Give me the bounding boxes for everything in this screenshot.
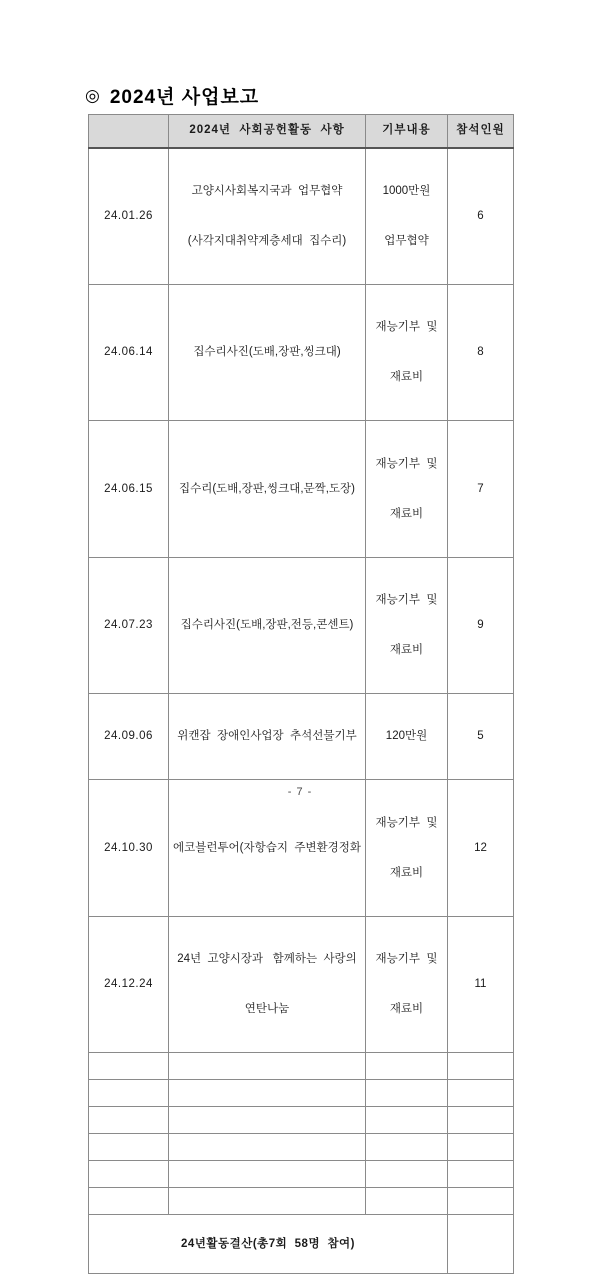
activity-line: 집수리(도배,장판,씽크대,문짝,도장): [179, 482, 355, 495]
donation-line: 1000만원: [382, 184, 431, 197]
empty-cell: [366, 1107, 448, 1134]
activity-cell: [169, 284, 366, 420]
donation-line: 재능기부 및: [375, 321, 438, 334]
date-cell: 24.06.15: [89, 421, 169, 557]
empty-cell: [89, 1107, 169, 1134]
empty-cell: [89, 1080, 169, 1107]
business-report-table: [88, 114, 514, 1274]
table-header-row: [89, 115, 514, 148]
activity-line: 집수리사진(도배,장판,전등,콘센트): [180, 618, 354, 631]
header-cell-date: [89, 115, 169, 148]
empty-cell: [169, 1107, 366, 1134]
page-title: [85, 82, 259, 109]
attendee-count-cell: 8: [448, 284, 514, 420]
donation-line: 재능기부 및: [375, 953, 438, 966]
empty-cell: [366, 1161, 448, 1188]
empty-cell: [448, 1107, 514, 1134]
empty-cell: [169, 1053, 366, 1080]
activity-cell: [169, 421, 366, 557]
table-row: [89, 148, 514, 285]
page-title-text: 2024년 사업보고: [109, 87, 260, 108]
table-row: [89, 780, 514, 916]
empty-cell: [89, 1053, 169, 1080]
date-cell: 24.06.14: [89, 284, 169, 420]
empty-cell: [366, 1053, 448, 1080]
activity-line: 연탄나눔: [244, 1003, 290, 1016]
empty-cell: [169, 1080, 366, 1107]
donation-cell: [366, 148, 448, 285]
header-cell-activity: 2024년 사회공헌활동 사항: [169, 115, 366, 148]
attendee-count-cell: 6: [448, 148, 514, 285]
table-row-empty: [89, 1080, 514, 1107]
empty-cell: [448, 1161, 514, 1188]
donation-line: 재능기부 및: [375, 816, 438, 829]
table-row: [89, 694, 514, 780]
activity-line: (사각지대취약계층세대 집수리): [187, 234, 347, 247]
donation-cell: [366, 557, 448, 693]
empty-cell: [89, 1161, 169, 1188]
empty-cell: [366, 1188, 448, 1215]
empty-rows-section: [89, 1053, 514, 1215]
attendee-count-cell: 11: [448, 916, 514, 1052]
empty-cell: [448, 1053, 514, 1080]
donation-line: 업무협약: [384, 234, 429, 247]
donation-line: 120만원: [385, 730, 428, 743]
empty-cell: [448, 1188, 514, 1215]
attendee-count-cell: 5: [448, 694, 514, 780]
donation-line: 재료비: [389, 643, 424, 656]
donation-line: 재료비: [389, 1003, 424, 1016]
donation-cell: [366, 421, 448, 557]
activity-line: 고양시사회복지국과 업무협약: [191, 184, 343, 197]
summary-count-cell: [448, 1215, 514, 1274]
empty-cell: [89, 1188, 169, 1215]
attendee-count-cell: 9: [448, 557, 514, 693]
empty-cell: [169, 1134, 366, 1161]
donation-cell: [366, 780, 448, 916]
table-row: [89, 916, 514, 1052]
donation-line: 재료비: [389, 507, 424, 520]
table-row-empty: [89, 1188, 514, 1215]
attendee-count-cell: 7: [448, 421, 514, 557]
activity-line: 집수리사진(도배,장판,씽크대): [193, 346, 341, 359]
table-row: [89, 421, 514, 557]
table-row-empty: [89, 1134, 514, 1161]
table-row: [89, 557, 514, 693]
table-row: [89, 284, 514, 420]
table-row-empty: [89, 1053, 514, 1080]
attendee-count-cell: 12: [448, 780, 514, 916]
date-cell: 24.01.26: [89, 148, 169, 285]
page-number: - 7 -: [287, 786, 313, 798]
empty-cell: [366, 1134, 448, 1161]
empty-cell: [89, 1134, 169, 1161]
donation-cell: [366, 916, 448, 1052]
empty-cell: [169, 1161, 366, 1188]
donation-cell: [366, 694, 448, 780]
donation-line: 재료비: [389, 371, 424, 384]
activity-cell: [169, 694, 366, 780]
date-cell: 24.07.23: [89, 557, 169, 693]
table-row-empty: [89, 1161, 514, 1188]
header-cell-attendees: 참석인원: [448, 115, 514, 148]
activity-line: 24년 고양시장과 함께하는 사랑의: [177, 953, 357, 966]
donation-line: 재료비: [389, 866, 424, 879]
donation-line: 재능기부 및: [375, 593, 438, 606]
table-row-empty: [89, 1107, 514, 1134]
date-cell: 24.10.30: [89, 780, 169, 916]
empty-cell: [448, 1134, 514, 1161]
activity-cell: [169, 557, 366, 693]
date-cell: 24.09.06: [89, 694, 169, 780]
empty-cell: [366, 1080, 448, 1107]
activity-cell: [169, 148, 366, 285]
activity-cell: [169, 780, 366, 916]
activity-cell: [169, 916, 366, 1052]
empty-cell: [448, 1080, 514, 1107]
summary-cell: 24년활동결산(총7회 58명 참여): [89, 1215, 448, 1274]
activity-line: 에코블런투어(자항습지 주변환경정화: [173, 841, 361, 854]
summary-row: [89, 1215, 514, 1274]
activity-line: 위캔잡 장애인사업장 추석선물기부: [177, 730, 357, 743]
header-cell-donation: 기부내용: [366, 115, 448, 148]
donation-cell: [366, 284, 448, 420]
empty-cell: [169, 1188, 366, 1215]
date-cell: 24.12.24: [89, 916, 169, 1052]
double-circle-bullet-icon: ◎: [85, 86, 101, 105]
donation-line: 재능기부 및: [375, 457, 438, 470]
